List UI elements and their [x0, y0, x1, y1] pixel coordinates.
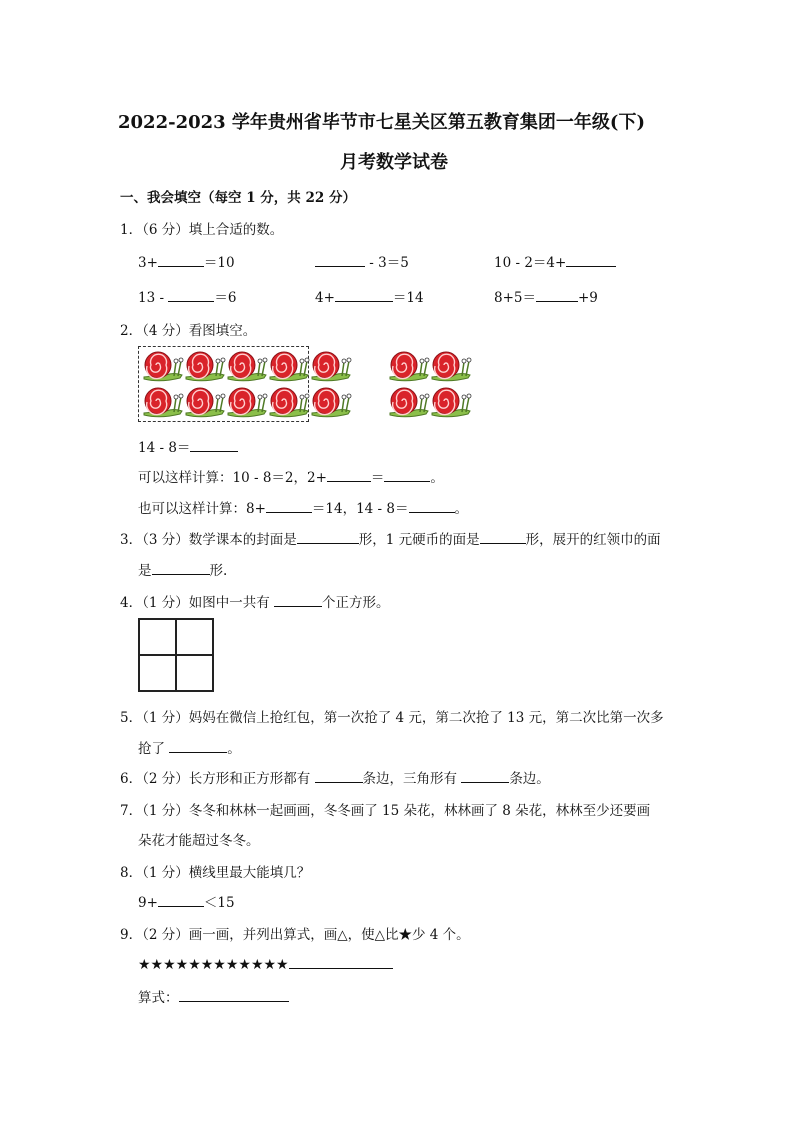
- q4-stem-b: 个正方形。: [322, 595, 390, 611]
- q9-formula: [138, 986, 289, 1006]
- q2-line3-b: ＝14，14 - 8＝: [311, 501, 409, 517]
- q2-line2-b: ＝: [370, 470, 385, 486]
- q1-row1-c-pre: 10 - 2＝4+: [494, 255, 567, 271]
- q7-line2: 朵花才能超过冬冬。: [138, 833, 260, 849]
- q1-row2-c-pre: 8+5＝: [494, 290, 536, 306]
- grid-horizontal-line: [140, 654, 212, 656]
- q5-line2-b: 。: [227, 741, 241, 757]
- q3-line1-c: 形，展开的红领巾的面: [525, 532, 661, 548]
- q2-stem: 2．（4 分）看图填空。: [120, 323, 257, 339]
- q2-line3: [138, 497, 468, 517]
- answer-blank[interactable]: [315, 768, 363, 783]
- q1-row2-b-post: ＝14: [392, 290, 424, 306]
- answer-blank[interactable]: [566, 252, 616, 267]
- page-title-line1: 2022-2023 学年贵州省毕节市七星关区第五教育集团一年级(下): [118, 112, 645, 133]
- q6-stem: [120, 767, 550, 787]
- q5-line1: 5．（1 分）妈妈在微信上抢红包，第一次抢了 4 元，第二次抢了 13 元，第二次比第一次多: [120, 710, 664, 726]
- q1-stem: 1．（6 分）填上合适的数。: [120, 222, 284, 238]
- q3-line1-b: 形，1 元硬币的面是: [358, 532, 480, 548]
- snail-icon: [308, 384, 352, 420]
- q2-line3-c: 。: [454, 501, 468, 517]
- q6-b: 条边，三角形有: [362, 771, 462, 787]
- q2-line1-text: 14 - 8＝: [138, 440, 191, 456]
- snail-icon: [386, 384, 430, 420]
- answer-blank[interactable]: [536, 287, 578, 302]
- q3-line1: [120, 528, 661, 548]
- formula-label: 算式：: [138, 990, 179, 1006]
- answer-blank[interactable]: [179, 987, 289, 1002]
- q2-line2: [138, 466, 444, 486]
- answer-blank[interactable]: [409, 498, 455, 513]
- q4-stem-a: 4．（1 分）如图中一共有: [120, 595, 275, 611]
- q3-line2: [138, 559, 227, 579]
- answer-blank[interactable]: [158, 892, 204, 907]
- q1-row1-a-post: ＝10: [203, 255, 235, 271]
- q3-line2-a: 是: [138, 563, 152, 579]
- q8-expr-b: ＜15: [203, 895, 235, 911]
- q2-line3-a: 也可以这样计算：8+: [138, 501, 266, 517]
- snail-icon: [266, 348, 310, 384]
- snail-icon: [140, 348, 184, 384]
- q8-stem: 8．（1 分）横线里最大能填几？: [120, 865, 311, 881]
- q1-row2-b-pre: 4+: [315, 290, 335, 306]
- answer-blank[interactable]: [315, 252, 365, 267]
- q6-a: 6．（2 分）长方形和正方形都有: [120, 771, 315, 787]
- answer-blank[interactable]: [335, 287, 393, 302]
- page-title-line2: 月考数学试卷: [340, 152, 448, 173]
- answer-blank[interactable]: [168, 287, 214, 302]
- q8-expr-a: 9+: [138, 895, 158, 911]
- q1-row1-b-post: - 3＝5: [365, 255, 409, 271]
- answer-blank[interactable]: [297, 529, 359, 544]
- q9-stem: 9．（2 分）画一画，并列出算式，画△，使△比★少 4 个。: [120, 927, 470, 943]
- snail-icon: [386, 348, 430, 384]
- snail-icon: [224, 348, 268, 384]
- q2-line2-a: 可以这样计算：10 - 8＝2，2+: [138, 470, 327, 486]
- snail-icon: [428, 384, 472, 420]
- q1-row2-a-pre: 13 -: [138, 290, 169, 306]
- snail-icon: [182, 384, 226, 420]
- q1-row2-a: [138, 286, 236, 306]
- answer-blank[interactable]: [327, 467, 371, 482]
- q1-row2-c: [494, 286, 598, 306]
- answer-blank[interactable]: [289, 954, 393, 969]
- answer-blank[interactable]: [480, 529, 526, 544]
- answer-blank[interactable]: [461, 768, 509, 783]
- answer-blank[interactable]: [158, 252, 204, 267]
- q1-row1-a-pre: 3+: [138, 255, 158, 271]
- answer-blank[interactable]: [190, 437, 238, 452]
- q5-line2: [138, 737, 241, 757]
- q2-line1: [138, 436, 238, 456]
- q1-row1-b: [315, 251, 409, 271]
- q8-expr: [138, 891, 235, 911]
- snail-icon: [182, 348, 226, 384]
- q1-row2-a-post: ＝6: [214, 290, 237, 306]
- answer-blank[interactable]: [266, 498, 312, 513]
- q3-line1-a: 3．（3 分）数学课本的封面是: [120, 532, 297, 548]
- answer-blank[interactable]: [152, 560, 210, 575]
- q3-line2-b: 形.: [209, 563, 228, 579]
- q5-line2-a: 抢了: [138, 741, 170, 757]
- q1-row1-c: [494, 251, 616, 271]
- snail-icon: [224, 384, 268, 420]
- square-grid-figure: [138, 618, 214, 692]
- q2-line2-c: 。: [430, 470, 444, 486]
- star-row: ★★★★★★★★★★★★: [138, 957, 289, 973]
- snail-icon: [308, 348, 352, 384]
- snail-icon: [266, 384, 310, 420]
- snail-icon: [428, 348, 472, 384]
- q1-row2-c-post: +9: [578, 290, 598, 306]
- q9-stars-line: [138, 954, 393, 973]
- q4-stem: [120, 591, 390, 611]
- snail-icon: [140, 384, 184, 420]
- q6-c: 条边。: [509, 771, 550, 787]
- section-heading: 一、我会填空（每空 1 分，共 22 分）: [120, 190, 356, 206]
- q1-row1-a: [138, 251, 235, 271]
- answer-blank[interactable]: [384, 467, 430, 482]
- answer-blank[interactable]: [274, 592, 322, 607]
- answer-blank[interactable]: [169, 738, 227, 753]
- q7-line1: 7．（1 分）冬冬和林林一起画画，冬冬画了 15 朵花，林林画了 8 朵花，林林至少还要画: [120, 803, 651, 819]
- q1-row2-b: [315, 286, 424, 306]
